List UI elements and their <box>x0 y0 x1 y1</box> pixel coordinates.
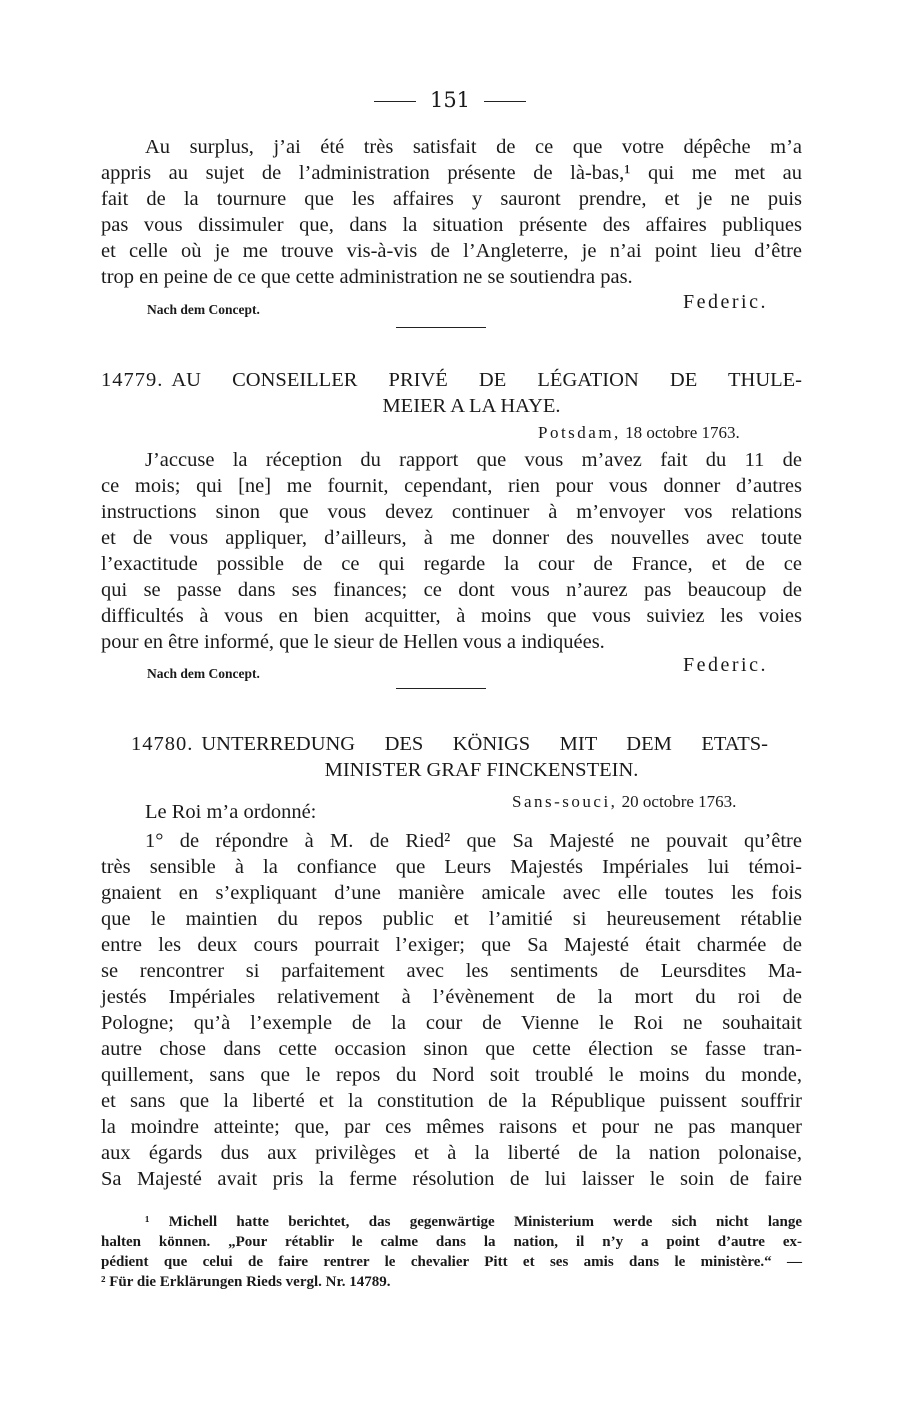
text-line: fait de la tournure que les affaires y sauront prendre, et je ne puis <box>101 188 802 210</box>
source-note: Nach dem Concept. <box>147 666 260 681</box>
prev-letter-body <box>101 134 802 290</box>
date-place: Potsdam, <box>538 423 621 442</box>
footnote-line: ¹ Michell hatte berichtet, das gegenwärtige Ministerium werde sich nicht lange <box>145 1214 802 1230</box>
signature: Federic. <box>683 654 768 676</box>
date-value: 20 octobre 1763. <box>621 792 737 811</box>
date-place: Sans-souci, <box>512 792 618 811</box>
footnote-line: pédient que celui de faire rentrer le chevalier Pitt et ses amis dans le ministère.“ — <box>101 1254 802 1270</box>
date-value: 18 octobre 1763. <box>625 423 740 442</box>
text-line: jestés Impériales relativement à l’évènement de la mort du roi de <box>101 986 802 1008</box>
document-dateline <box>512 792 736 812</box>
text-line: quillement, sans que le repos du Nord soit troublé le moins du monde, <box>101 1064 802 1086</box>
document-title-line: UNTERREDUNG DES KÖNIGS MIT DEM ETATS- <box>201 733 768 755</box>
text-line: trop en peine de ce que cette administration ne se soutiendra pas. <box>101 266 633 288</box>
section-divider <box>396 327 486 328</box>
footnote-line: halten können. „Pour rétablir le calme dans la nation, il n’y a point d’autre ex- <box>101 1234 802 1250</box>
footnote-line: ² Für die Erklärungen Rieds vergl. Nr. 14789. <box>101 1274 391 1290</box>
text-line: que le maintien du repos public et l’amitié si heureusement rétablie <box>101 908 802 930</box>
text-line: aux égards dus aux privilèges et à la liberté de la nation polonaise, <box>101 1142 802 1164</box>
letter-body-14779 <box>101 447 802 655</box>
text-line: et de vous appliquer, d’ailleurs, à me donner des nouvelles avec toute <box>101 527 802 549</box>
page-header <box>0 88 900 112</box>
document-dateline <box>538 423 740 443</box>
document-number: 14779. <box>101 369 164 391</box>
text-line: l’exactitude possible de ce qui regarde la cour de France, et de ce <box>101 553 802 575</box>
text-line: qui se passe dans ses finances; ce dont vous n’aurez pas beaucoup de <box>101 579 802 601</box>
text-line: très sensible à la confiance que Leurs Majestés Impériales lui témoi- <box>101 856 802 878</box>
text-line: instructions sinon que vous devez continuer à m’envoyer vos relations <box>101 501 802 523</box>
text-line: se rencontrer si parfaitement avec les sentiments de Leursdites Ma- <box>101 960 802 982</box>
document-heading-14780 <box>101 731 802 783</box>
text-line: et sans que la liberté et la constitution de la République puissent souffrir <box>101 1090 802 1112</box>
document-title-line: MINISTER GRAF FINCKENSTEIN. <box>324 759 639 781</box>
text-line: pas vous dissimuler que, dans la situation présente des affaires publiques <box>101 214 802 236</box>
text-line: Au surplus, j’ai été très satisfait de ce que votre dépêche m’a <box>145 136 802 158</box>
text-line: Sa Majesté avait pris la ferme résolution de lui laisser le soin de faire <box>101 1168 802 1190</box>
document-heading-14779 <box>101 367 802 419</box>
text-line: pour en être informé, que le sieur de Hellen vous a indiquées. <box>101 631 605 653</box>
letter-body-14780 <box>101 828 802 1192</box>
document-number: 14780. <box>131 733 194 755</box>
text-line: appris au sujet de l’administration présente de là-bas,¹ qui me met au <box>101 162 802 184</box>
text-line: J’accuse la réception du rapport que vous m’avez fait du 11 de <box>145 449 802 471</box>
text-line: ce mois; qui [ne] me fournit, cependant, rien pour vous donner d’autres <box>101 475 802 497</box>
document-title-line: AU CONSEILLER PRIVÉ DE LÉGATION DE THULE- <box>171 369 802 391</box>
text-line: Pologne; qu’à l’exemple de la cour de Vienne le Roi ne souhaitait <box>101 1012 802 1034</box>
signature: Federic. <box>683 291 768 313</box>
letter-opening <box>145 799 505 825</box>
text-line: autre chose dans cette occasion sinon que cette élection se fasse tran- <box>101 1038 802 1060</box>
opening-line: Le Roi m’a ordonné: <box>145 801 317 823</box>
page-number: 151 <box>429 88 471 112</box>
text-line: difficultés à vous en bien acquitter, à moins que vous suiviez les voies <box>101 605 802 627</box>
footnotes <box>101 1212 802 1292</box>
text-line: gnaient en s’expliquant d’une manière amicale avec elle toutes les fois <box>101 882 802 904</box>
text-line: entre les deux cours pourrait l’exiger; que Sa Majesté était charmée de <box>101 934 802 956</box>
text-line: la moindre atteinte; que, par ces mêmes raisons et pour ne pas manquer <box>101 1116 802 1138</box>
text-line: 1° de répondre à M. de Ried² que Sa Majesté ne pouvait qu’être <box>145 830 802 852</box>
source-note: Nach dem Concept. <box>147 302 260 317</box>
header-rule-left <box>374 101 416 102</box>
text-line: et celle où je me trouve vis-à-vis de l’Angleterre, je n’ai point lieu d’être <box>101 240 802 262</box>
document-title-line: MEIER A LA HAYE. <box>382 395 561 417</box>
header-rule-right <box>484 101 526 102</box>
section-divider <box>396 688 486 689</box>
